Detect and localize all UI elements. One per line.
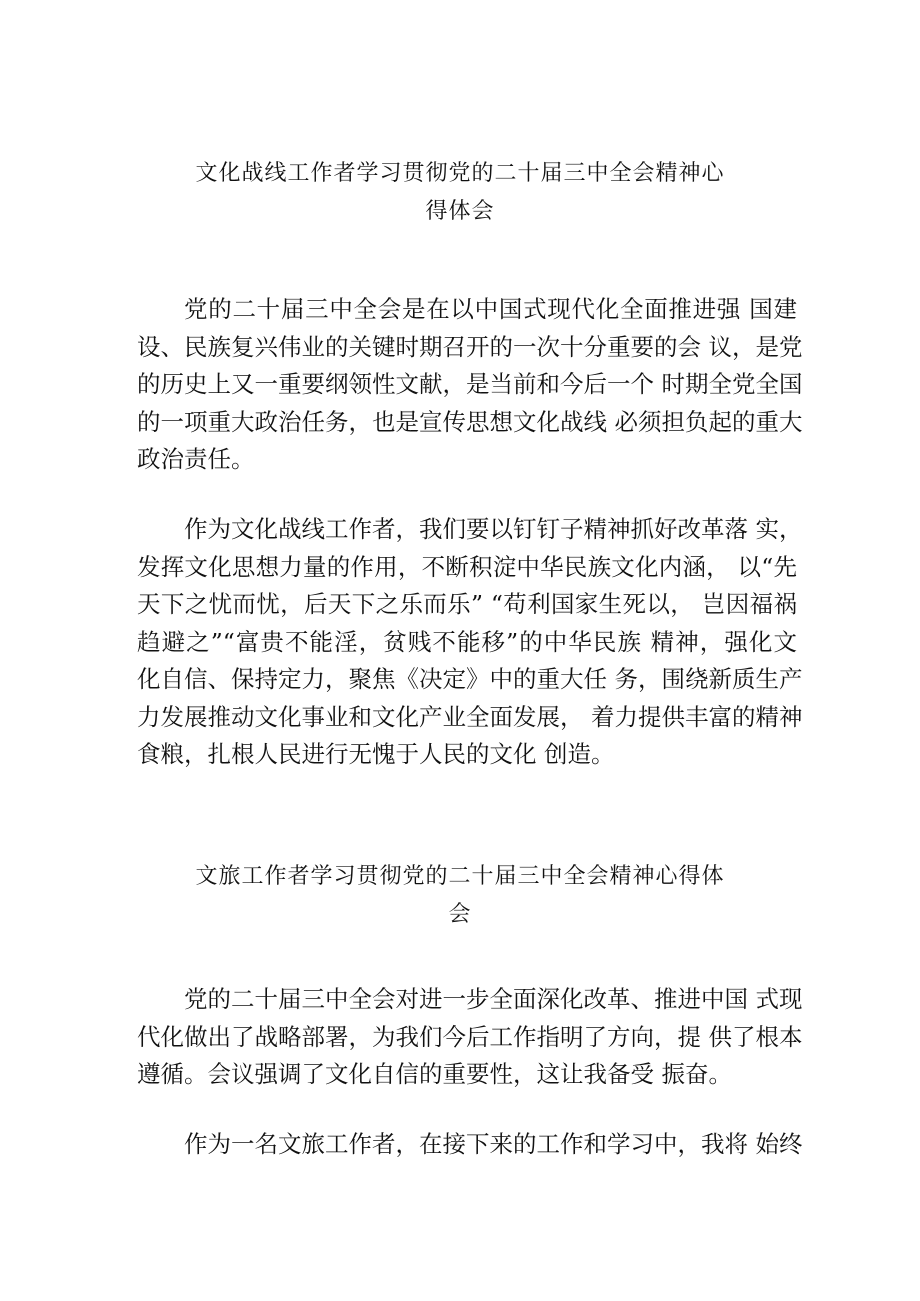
paragraph-line: 设、民族复兴伟业的关键时期召开的一次十分重要的会 议，是党 xyxy=(137,332,803,361)
article2-title xyxy=(120,858,800,934)
paragraph-line: 化自信、保持定力，聚焦《决定》中的重大任 务，围绕新质生产 xyxy=(137,665,803,693)
paragraph-line: 天下之忧而忧，后天下之乐而乐” “苟利国家生死以， 岂因福祸 xyxy=(137,590,797,618)
paragraph-line: 的一项重大政治任务，也是宣传思想文化战线 必须担负起的重大 xyxy=(137,407,803,436)
article2-paragraph-1 xyxy=(137,981,803,1094)
paragraph-line: 作为一名文旅工作者，在接下来的工作和学习中，我将 始终 xyxy=(184,1130,803,1158)
paragraph-line: 发挥文化思想力量的作用，不断积淀中华民族文化内涵， 以“先 xyxy=(137,552,797,581)
paragraph-line: 代化做出了战略部署，为我们今后工作指明了方向，提 供了根本 xyxy=(137,1022,803,1051)
article1-title-line: 得体会 xyxy=(425,199,495,224)
article1-paragraph-1 xyxy=(137,291,803,479)
paragraph-line: 力发展推动文化事业和文化产业全面发展， 着力提供丰富的精神 xyxy=(137,702,803,731)
paragraph-line: 的历史上又一重要纲领性文献，是当前和今后一个 时期全党全国 xyxy=(137,370,803,398)
article2-title-line: 会 xyxy=(448,902,472,927)
article1-title xyxy=(120,155,800,231)
article2-paragraph-2 xyxy=(137,1126,803,1164)
article1-title-line: 文化战线工作者学习贯彻党的二十届三中全会精神心 xyxy=(195,161,725,186)
paragraph-line: 遵循。会议强调了文化自信的重要性，这让我备受 振奋。 xyxy=(137,1060,732,1088)
paragraph-line: 趋避之”“富贵不能淫，贫贱不能移”的中华民族 精神，强化文 xyxy=(137,627,797,656)
paragraph-line: 党的二十届三中全会对进一步全面深化改革、推进中国 式现 xyxy=(184,985,803,1013)
paragraph-line: 党的二十届三中全会是在以中国式现代化全面推进强 国建 xyxy=(184,295,797,323)
paragraph-line: 食粮，扎根人民进行无愧于人民的文化 创造。 xyxy=(137,740,615,768)
paragraph-line: 政治责任。 xyxy=(137,445,255,473)
article1-paragraph-2 xyxy=(137,511,803,774)
article2-title-line: 文旅工作者学习贯彻党的二十届三中全会精神心得体 xyxy=(195,864,725,889)
paragraph-line: 作为文化战线工作者，我们要以钉钉子精神抓好改革落 实， xyxy=(184,515,803,543)
